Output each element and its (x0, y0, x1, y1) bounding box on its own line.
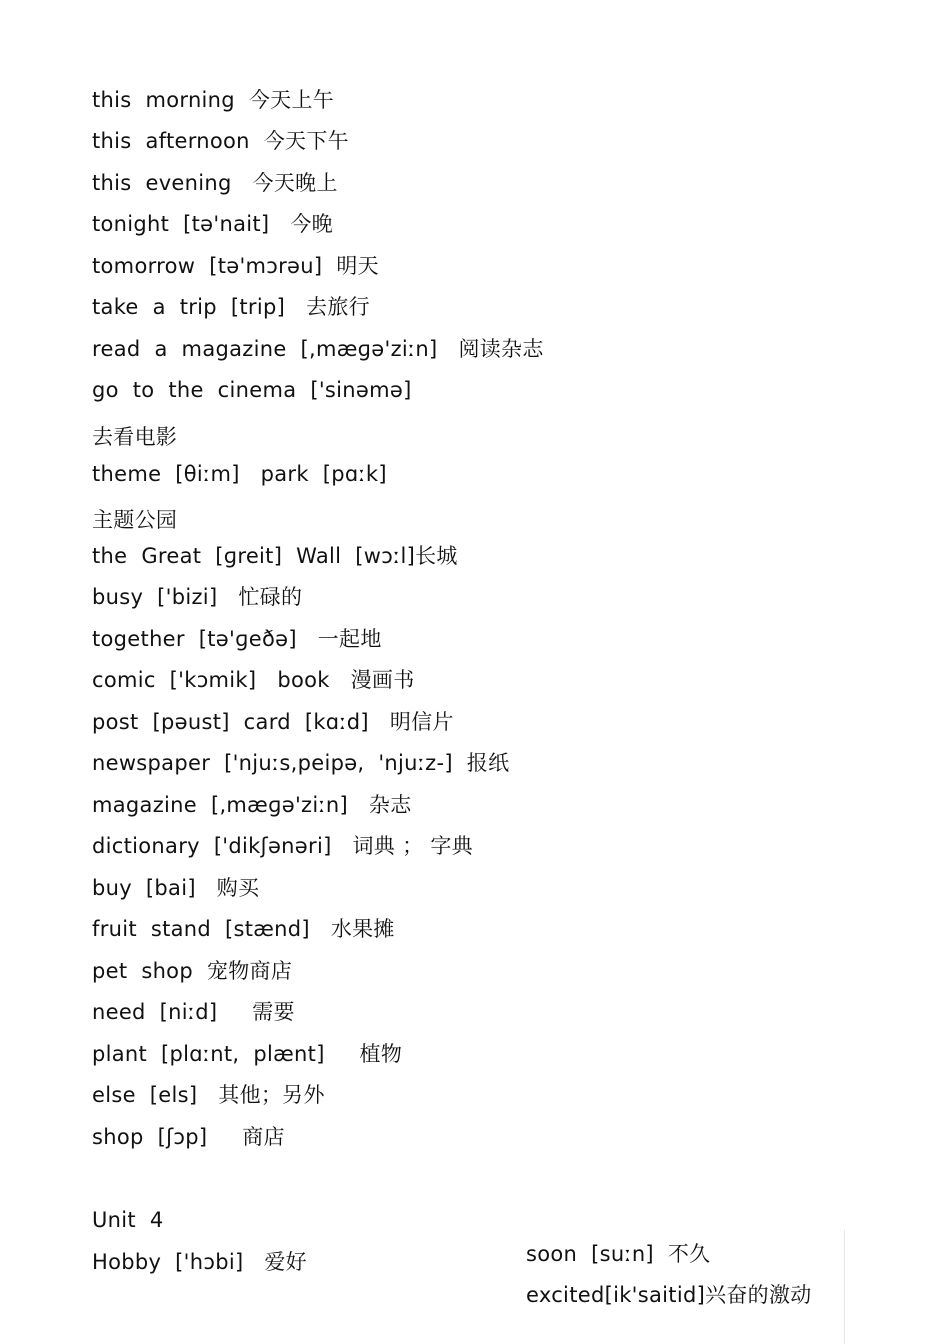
vocab-line: need [niːd] 需要 (92, 1000, 295, 1024)
vocab-line: 去看电影 (92, 425, 178, 449)
vocab-line: read a magazine [,mæɡə'ziːn] 阅读杂志 (92, 337, 544, 361)
vocab-line: shop [ʃɔp] 商店 (92, 1125, 285, 1149)
vocab-line: busy ['bizi] 忙碌的 (92, 585, 303, 609)
unit-heading: Unit 4 (92, 1208, 164, 1232)
vocab-line: take a trip [trip] 去旅行 (92, 295, 370, 319)
vocab-line: dictionary ['dikʃənəri] 词典 ； 字典 (92, 834, 473, 858)
vocab-line: comic ['kɔmik] book 漫画书 (92, 668, 415, 692)
vocab-line: fruit stand [stænd] 水果摊 (92, 917, 395, 941)
vocab-line: buy [bai] 购买 (92, 876, 260, 900)
vocab-line: together [tə'ɡeðə] 一起地 (92, 627, 382, 651)
vocab-line: theme [θiːm] park [pɑːk] (92, 462, 387, 486)
vocab-line: tonight [tə'nait] 今晚 (92, 212, 333, 236)
vocab-line: Hobby ['hɔbi] 爱好 (92, 1250, 307, 1274)
vocab-line: this afternoon 今天下午 (92, 129, 349, 153)
vocab-line: magazine [,mæɡə'ziːn] 杂志 (92, 793, 412, 817)
vocab-line-right: excited[ik'saitid]兴奋的激动 (526, 1283, 812, 1307)
vocab-line-right: soon [suːn] 不久 (526, 1242, 711, 1266)
vocab-line: 主题公园 (92, 508, 178, 532)
column-divider (844, 1230, 845, 1344)
vocab-line: tomorrow [tə'mɔrəu] 明天 (92, 254, 379, 278)
vocab-line: this evening 今天晚上 (92, 171, 338, 195)
vocab-line: post [pəust] card [kɑːd] 明信片 (92, 710, 454, 734)
vocab-line: the Great [ɡreit] Wall [wɔːl]长城 (92, 544, 458, 568)
vocab-line: this morning 今天上午 (92, 88, 335, 112)
vocab-line: go to the cinema ['sinəmə] (92, 378, 412, 402)
vocab-line: else [els] 其他；另外 (92, 1083, 325, 1107)
vocab-line: pet shop 宠物商店 (92, 959, 293, 983)
vocab-line: plant [plɑːnt, plænt] 植物 (92, 1042, 403, 1066)
vocab-line: newspaper ['njuːs,peipə, 'njuːz-] 报纸 (92, 751, 510, 775)
